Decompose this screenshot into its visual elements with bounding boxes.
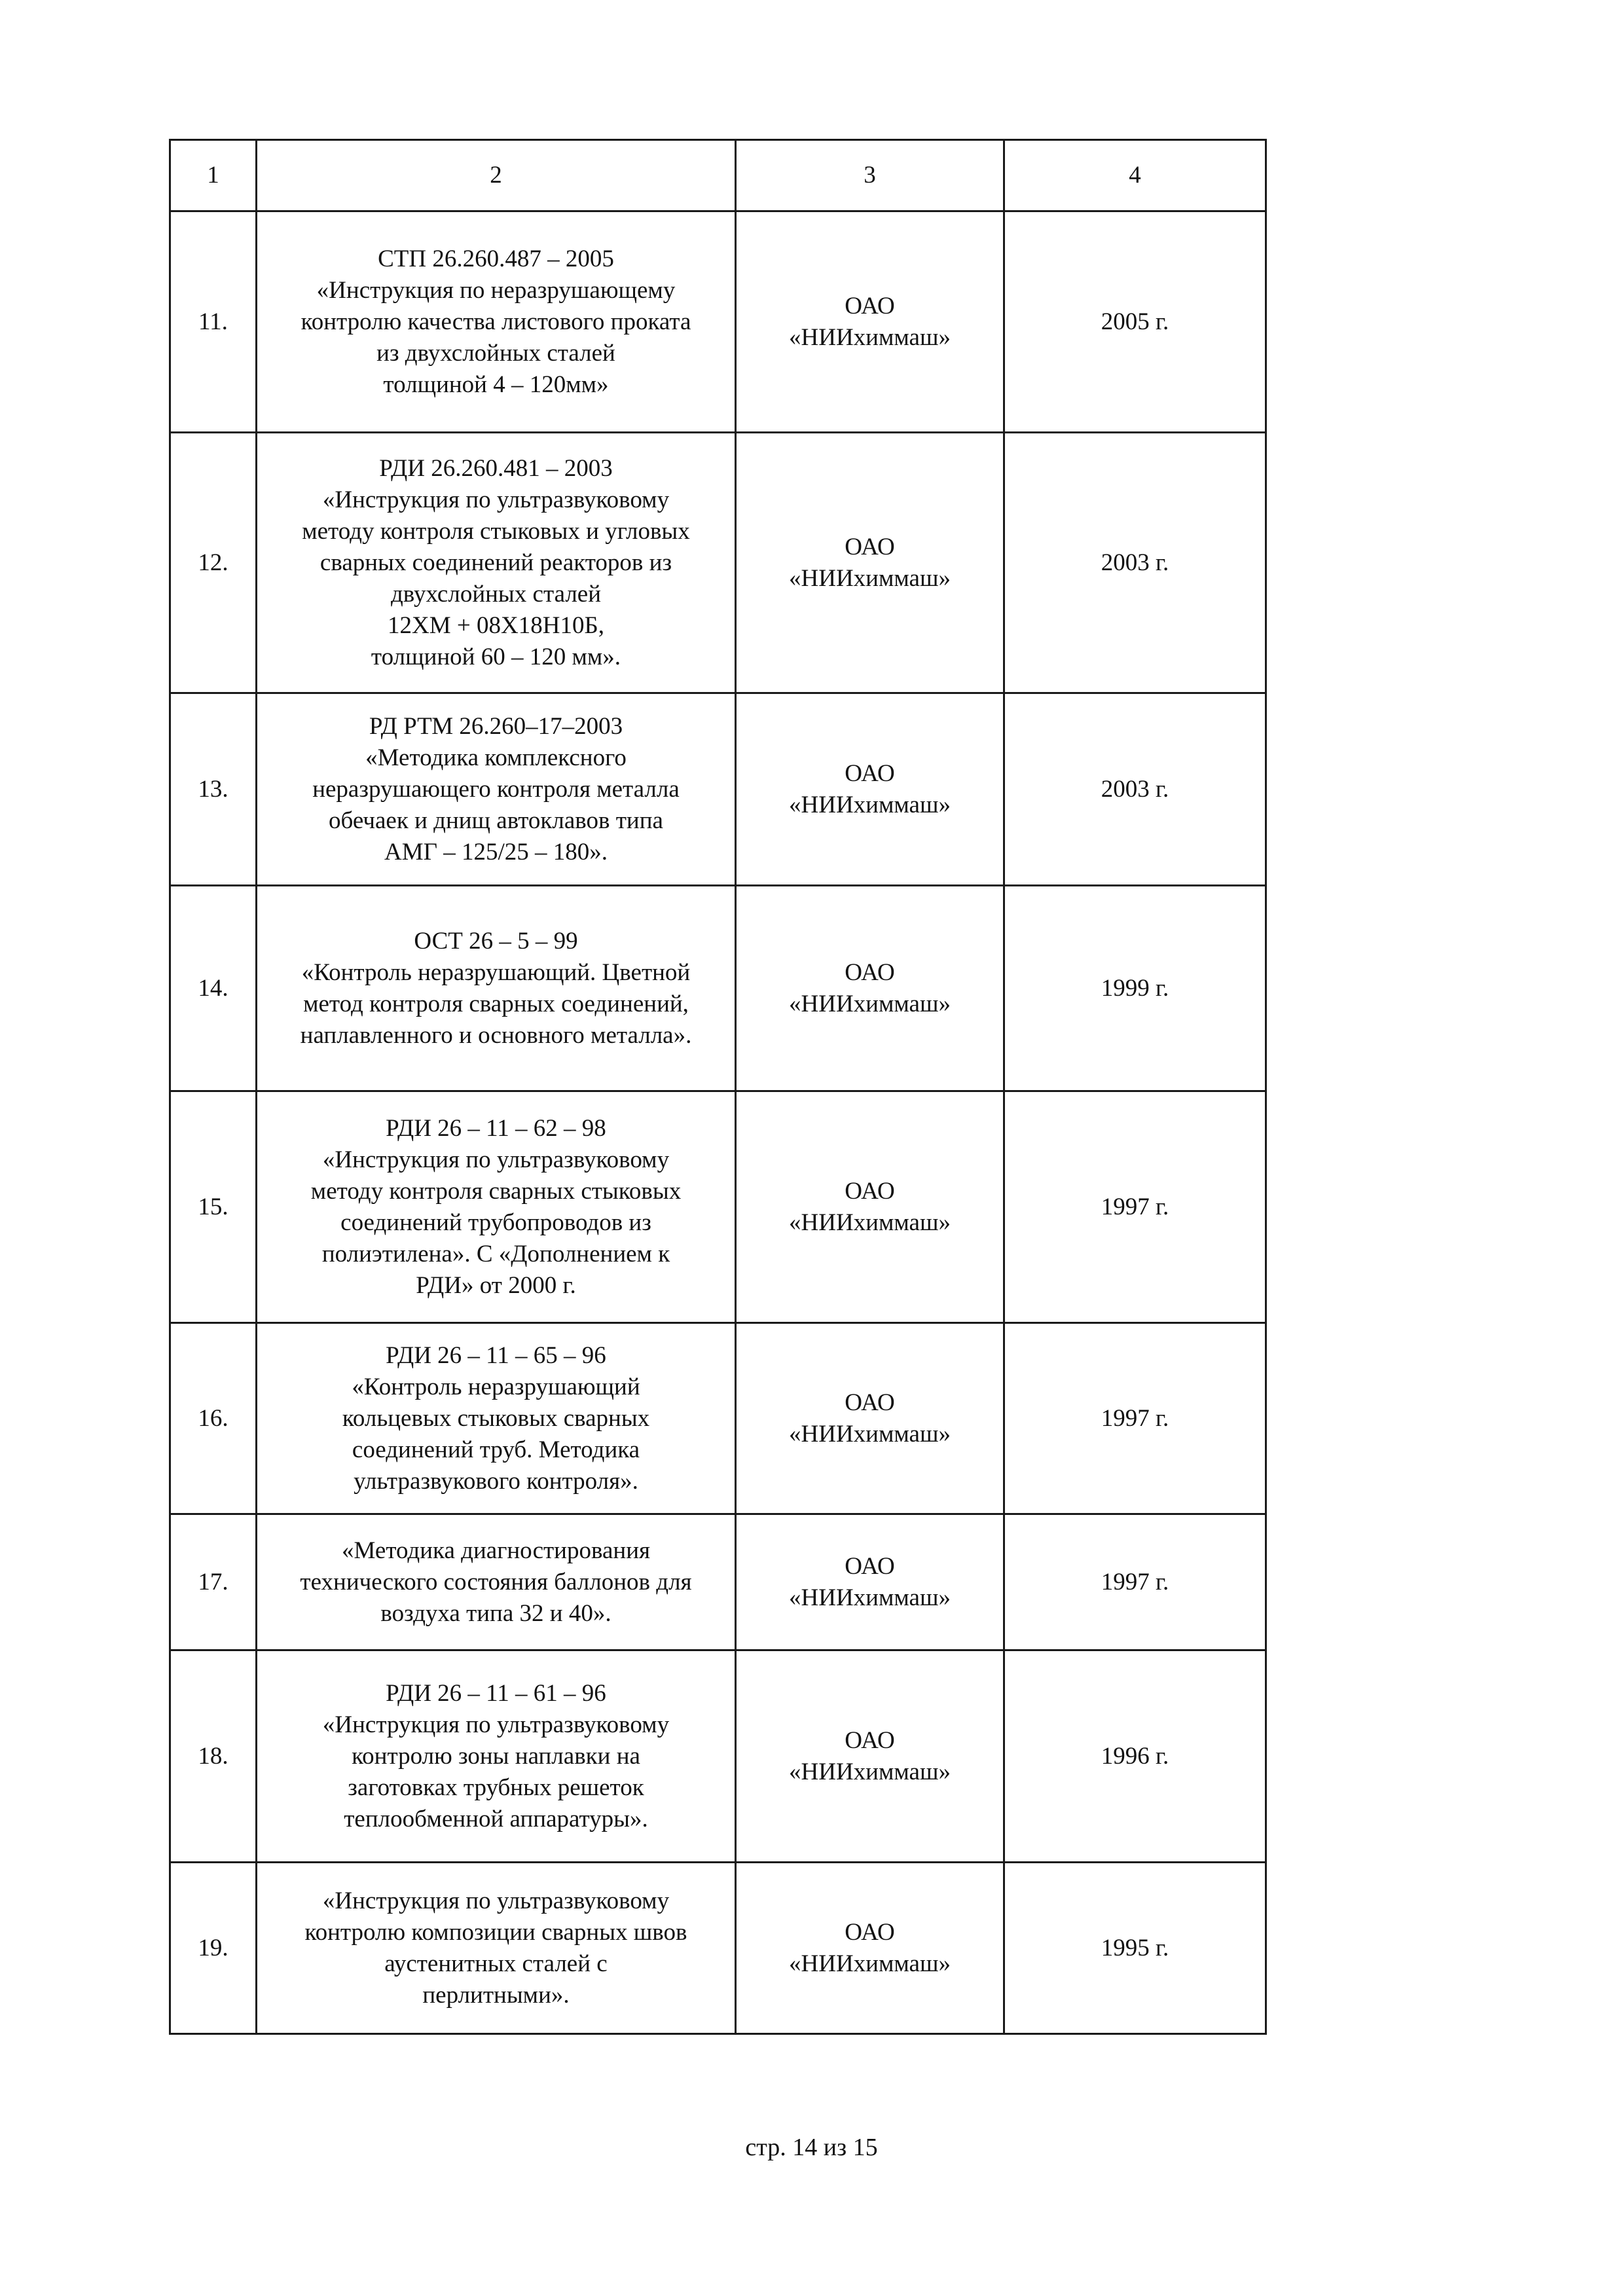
- organization-line: «НИИхиммаш»: [789, 323, 951, 351]
- organization-cell: [736, 886, 1004, 1091]
- document-title-cell: [257, 1650, 736, 1863]
- document-title-line: «Инструкция по ультразвуковому: [322, 1146, 670, 1173]
- standards-table: [169, 139, 1267, 2035]
- document-title-line: «Контроль неразрушающий: [352, 1373, 640, 1400]
- document-title-line: ОСТ 26 – 5 – 99: [414, 927, 578, 955]
- document-title-line: теплообменной аппаратуры».: [344, 1805, 648, 1832]
- document-title-cell: [257, 1863, 736, 2034]
- table-row: [170, 1514, 1266, 1650]
- document-title-line: контролю композиции сварных швов: [304, 1918, 687, 1946]
- table-row: [170, 211, 1266, 433]
- header-col-3: 3: [736, 140, 1004, 211]
- document-title-line: «Инструкция по ультразвуковому: [322, 1887, 670, 1914]
- document-title-line: РДИ 26 – 11 – 62 – 98: [386, 1114, 606, 1142]
- year-cell: 1997 г.: [1004, 1323, 1266, 1514]
- document-title-line: методу контроля сварных стыковых: [310, 1177, 682, 1205]
- document-title-line: метод контроля сварных соединений,: [303, 990, 689, 1017]
- year-cell: 1996 г.: [1004, 1650, 1266, 1863]
- row-number: 15.: [170, 1091, 257, 1323]
- organization-line: «НИИхиммаш»: [789, 1209, 951, 1236]
- document-title-line: РДИ 26.260.481 – 2003: [379, 454, 613, 482]
- organization-line: «НИИхиммаш»: [789, 564, 951, 592]
- year-cell: 2003 г.: [1004, 693, 1266, 886]
- organization-cell: [736, 1091, 1004, 1323]
- document-title-line: СТП 26.260.487 – 2005: [378, 245, 614, 272]
- document-title-line: воздуха типа 32 и 40».: [380, 1599, 611, 1627]
- document-title-line: соединений труб. Методика: [352, 1436, 640, 1463]
- organization-line: ОАО: [845, 759, 895, 787]
- table-row: [170, 433, 1266, 693]
- year-cell: 1995 г.: [1004, 1863, 1266, 2034]
- header-col-2: 2: [257, 140, 736, 211]
- document-title-line: соединений трубопроводов из: [340, 1209, 651, 1236]
- organization-line: «НИИхиммаш»: [789, 791, 951, 818]
- document-title-line: ультразвукового контроля».: [354, 1467, 638, 1495]
- document-title-cell: [257, 693, 736, 886]
- document-title-line: двухслойных сталей: [390, 580, 602, 608]
- document-title-line: контролю зоны наплавки на: [352, 1742, 640, 1770]
- document-title-cell: [257, 1091, 736, 1323]
- table-row: [170, 886, 1266, 1091]
- table-row: [170, 693, 1266, 886]
- document-title-line: наплавленного и основного металла».: [300, 1021, 692, 1049]
- table-row: [170, 1091, 1266, 1323]
- row-number: 14.: [170, 886, 257, 1091]
- document-title-cell: [257, 886, 736, 1091]
- organization-line: ОАО: [845, 1389, 895, 1416]
- organization-cell: [736, 1323, 1004, 1514]
- document-title-cell: [257, 1514, 736, 1650]
- document-title-line: контролю качества листового проката: [301, 308, 691, 335]
- document-title-line: толщиной 60 – 120 мм».: [371, 643, 621, 670]
- header-col-1: 1: [170, 140, 257, 211]
- document-title-line: перлитными».: [422, 1981, 570, 2009]
- document-title-line: РДИ» от 2000 г.: [416, 1271, 576, 1299]
- organization-cell: [736, 433, 1004, 693]
- year-cell: 2003 г.: [1004, 433, 1266, 693]
- organization-cell: [736, 693, 1004, 886]
- row-number: 16.: [170, 1323, 257, 1514]
- document-title-line: методу контроля стыковых и угловых: [302, 517, 690, 545]
- document-title-line: «Инструкция по ультразвуковому: [322, 486, 670, 513]
- row-number: 18.: [170, 1650, 257, 1863]
- document-title-line: кольцевых стыковых сварных: [342, 1404, 650, 1432]
- organization-line: «НИИхиммаш»: [789, 1584, 951, 1611]
- year-cell: 1997 г.: [1004, 1514, 1266, 1650]
- table-row: [170, 1650, 1266, 1863]
- document-title-line: РДИ 26 – 11 – 65 – 96: [386, 1341, 606, 1369]
- table-row: [170, 1863, 1266, 2034]
- document-title-cell: [257, 1323, 736, 1514]
- document-title-line: обечаек и днищ автоклавов типа: [329, 807, 663, 834]
- organization-cell: [736, 1863, 1004, 2034]
- document-title-line: неразрушающего контроля металла: [312, 775, 680, 803]
- document-title-line: технического состояния баллонов для: [300, 1568, 692, 1595]
- organization-line: «НИИхиммаш»: [789, 1950, 951, 1977]
- table-row: [170, 1323, 1266, 1514]
- organization-line: «НИИхиммаш»: [789, 990, 951, 1017]
- header-col-4: 4: [1004, 140, 1266, 211]
- document-title-line: «Контроль неразрушающий. Цветной: [301, 958, 691, 986]
- document-title-cell: [257, 433, 736, 693]
- organization-line: ОАО: [845, 1552, 895, 1580]
- organization-cell: [736, 1650, 1004, 1863]
- row-number: 17.: [170, 1514, 257, 1650]
- table-header-row: [170, 140, 1266, 211]
- document-title-cell: [257, 211, 736, 433]
- organization-line: ОАО: [845, 1177, 895, 1205]
- document-title-line: «Методика комплексного: [365, 744, 627, 771]
- organization-line: ОАО: [845, 292, 895, 319]
- organization-cell: [736, 1514, 1004, 1650]
- organization-line: ОАО: [845, 958, 895, 986]
- document-title-line: «Инструкция по ультразвуковому: [322, 1711, 670, 1738]
- document-title-line: АМГ – 125/25 – 180».: [384, 838, 608, 866]
- row-number: 19.: [170, 1863, 257, 2034]
- document-title-line: полиэтилена». С «Дополнением к: [321, 1240, 670, 1267]
- row-number: 11.: [170, 211, 257, 433]
- document-title-line: РДИ 26 – 11 – 61 – 96: [386, 1679, 606, 1707]
- row-number: 13.: [170, 693, 257, 886]
- document-title-line: заготовках трубных решеток: [348, 1774, 644, 1801]
- year-cell: 1997 г.: [1004, 1091, 1266, 1323]
- document-title-line: сварных соединений реакторов из: [319, 549, 672, 576]
- organization-cell: [736, 211, 1004, 433]
- year-cell: 1999 г.: [1004, 886, 1266, 1091]
- document-title-line: аустенитных сталей с: [384, 1950, 608, 1977]
- organization-line: «НИИхиммаш»: [789, 1758, 951, 1785]
- page-number: стр. 14 из 15: [745, 2134, 878, 2161]
- year-cell: 2005 г.: [1004, 211, 1266, 433]
- organization-line: ОАО: [845, 1726, 895, 1754]
- document-title-line: из двухслойных сталей: [376, 339, 615, 367]
- organization-line: «НИИхиммаш»: [789, 1420, 951, 1448]
- document-title-line: «Инструкция по неразрушающему: [316, 276, 676, 304]
- document-title-line: «Методика диагностирования: [341, 1537, 651, 1564]
- document-title-line: РД РТМ 26.260–17–2003: [369, 712, 623, 740]
- organization-line: ОАО: [845, 533, 895, 560]
- row-number: 12.: [170, 433, 257, 693]
- organization-line: ОАО: [845, 1918, 895, 1946]
- document-title-line: толщиной 4 – 120мм»: [383, 371, 609, 398]
- document-title-line: 12ХМ + 08Х18Н10Б,: [388, 611, 604, 639]
